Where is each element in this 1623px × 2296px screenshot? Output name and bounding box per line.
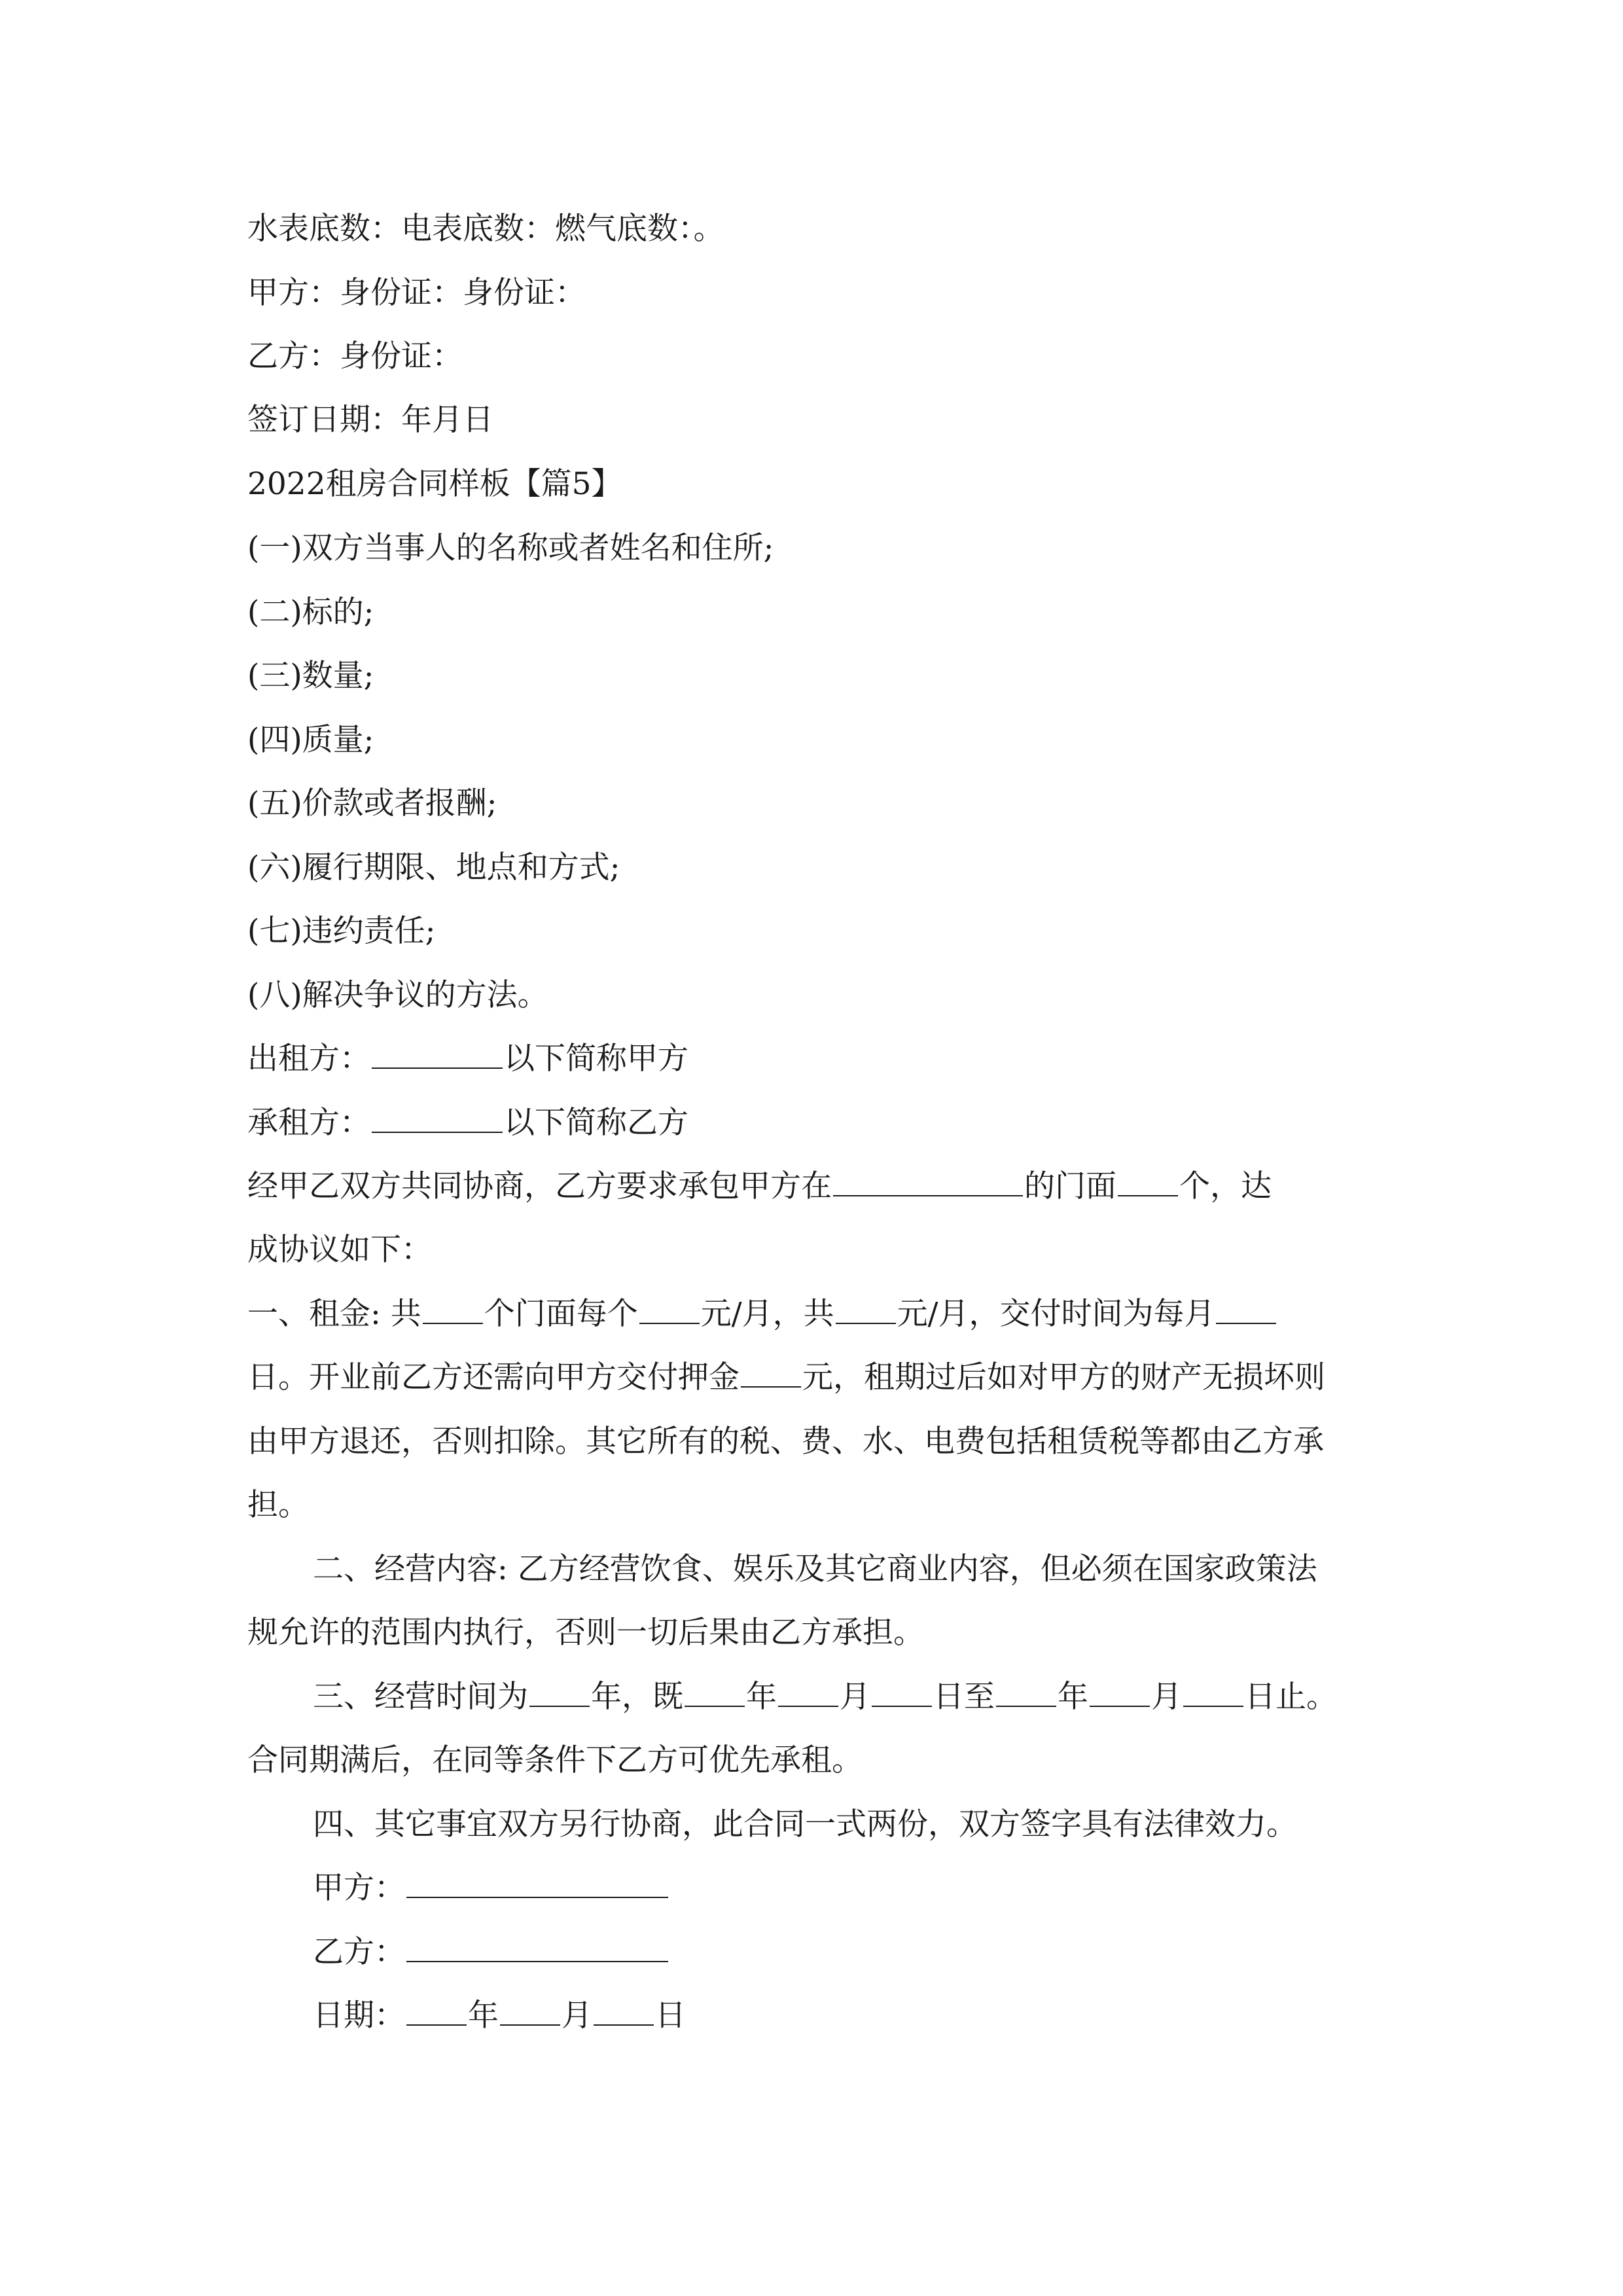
list-item: (七)违约责任; [247,913,436,949]
clause-text: 元/月，共 [700,1296,834,1332]
signature-date [313,1998,1380,2034]
blank [872,1679,932,1707]
signature-label: 乙方： [313,1934,405,1970]
list-item: (四)质量; [247,722,374,758]
blank [741,1360,801,1388]
list-item: (三)数量; [247,658,374,694]
lessee-label: 承租方： [247,1105,370,1141]
blank [406,1998,467,2026]
clause-other-line: 四、其它事宜双方另行协商，此合同一式两份，双方签字具有法律效力。 [313,1806,1297,1842]
blank [1183,1679,1243,1707]
lessor-suffix: 以下简称甲方 [504,1041,688,1077]
clause-text: 日。开业前乙方还需向甲方交付押金 [247,1359,740,1395]
clause-text: 年，既 [591,1679,683,1715]
clause-rent-line-4: 担。 [247,1487,309,1523]
lessor-blank [372,1041,503,1069]
blank [529,1679,590,1707]
clause-text: 元/月，交付时间为每月 [897,1296,1215,1332]
blank [996,1679,1056,1707]
list-item: (一)双方当事人的名称或者姓名和住所; [247,530,774,566]
location-blank [833,1169,1023,1196]
clause-term-line-1 [313,1679,1380,1715]
blank [685,1679,745,1707]
clause-text: 元，租期过后如对甲方的财产无损坏则 [802,1359,1325,1395]
blank [423,1297,483,1324]
clause-text: 日至 [933,1679,995,1715]
intro-text: 经甲乙双方共同协商，乙方要求承包甲方在 [247,1168,832,1204]
lessee-blank [372,1105,503,1133]
signature-label: 甲方： [313,1870,405,1906]
blank [1216,1297,1276,1324]
clause-text: 年 [746,1679,777,1715]
clause-rent-line-3: 由甲方退还，否则扣除。其它所有的税、费、水、电费包括租赁税等都由乙方承 [247,1424,1324,1460]
signature-party-a [313,1870,1380,1907]
clause-rent-line-1 [247,1296,1380,1333]
clause-text: 日止。 [1245,1679,1337,1715]
lessee-suffix: 以下简称乙方 [504,1105,688,1141]
section-heading: 2022租房合同样板【篇5】 [247,466,622,502]
list-item: (八)解决争议的方法。 [247,977,548,1013]
blank [778,1679,838,1707]
meter-readings-line: 水表底数：电表底数：燃气底数：。 [247,211,724,247]
intro-line [247,1168,1380,1205]
clause-rent-line-2 [247,1359,1380,1396]
blank [1090,1679,1150,1707]
date-unit: 日 [655,1998,686,2034]
signature-party-b [313,1934,1380,1971]
lessee-line [247,1105,1380,1141]
party-b-id-line: 乙方：身份证： [247,338,463,374]
clause-business-line-1: 二、经营内容: 乙方经营饮食、娱乐及其它商业内容，但必须在国家政策法 [313,1551,1317,1587]
signature-blank [406,1935,668,1962]
clause-text: 月 [1151,1679,1182,1715]
date-label: 日期： [313,1998,405,2034]
date-unit: 年 [468,1998,499,2034]
lessor-line [247,1041,1380,1077]
blank [594,1998,654,2026]
blank [500,1998,560,2026]
intro-text: 个，达 [1179,1168,1272,1204]
list-item: (二)标的; [247,594,374,630]
intro-text: 的门面 [1024,1168,1116,1204]
list-item: (五)价款或者报酬; [247,785,497,821]
clause-text: 年 [1058,1679,1088,1715]
clause-term-line-2: 合同期满后，在同等条件下乙方可优先承租。 [247,1742,863,1778]
party-a-id-line: 甲方：身份证：身份证： [247,275,586,311]
clause-text: 一、租金: 共 [247,1296,421,1332]
list-item: (六)履行期限、地点和方式; [247,850,620,886]
blank [639,1297,700,1324]
count-blank [1118,1169,1178,1196]
clause-business-line-2: 规允许的范围内执行，否则一切后果由乙方承担。 [247,1615,924,1651]
date-unit: 月 [562,1998,592,2034]
clause-text: 个门面每个 [484,1296,638,1332]
signature-blank [406,1871,668,1898]
signing-date-line: 签订日期：年月日 [247,402,493,438]
clause-text: 三、经营时间为 [313,1679,528,1715]
intro-continuation: 成协议如下： [247,1232,432,1268]
lessor-label: 出租方： [247,1041,370,1077]
blank [836,1297,896,1324]
clause-text: 月 [840,1679,870,1715]
